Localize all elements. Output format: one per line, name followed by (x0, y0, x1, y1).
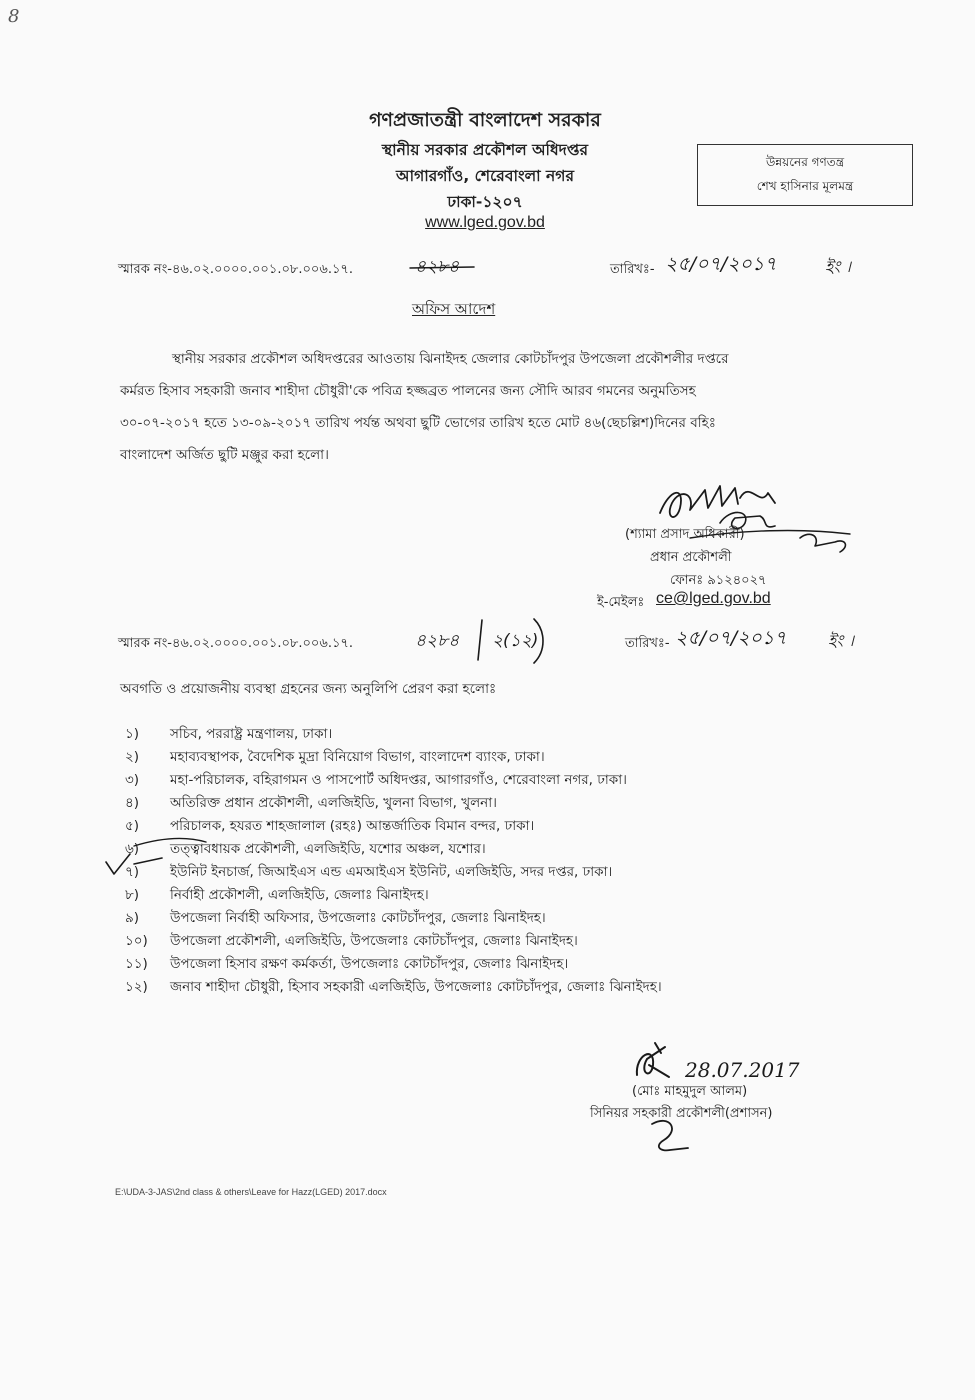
list-item-number: ১) (125, 726, 140, 742)
memo-reference: স্মারক নং-৪৬.০২.০০০০.০০১.০৮.০০৬.১৭. (118, 262, 353, 277)
list-item-text: উপজেলা হিসাব রক্ষণ কর্মকর্তা, উপজেলাঃ কোটচাঁদপুর, জেলাঃ ঝিনাইদহ। (170, 956, 569, 972)
memo-reference-handwritten: ৪২৮৪ (415, 257, 460, 277)
list-item-number: ৭) (125, 864, 140, 880)
list-item-number: ১১) (125, 956, 148, 972)
copy-memo-reference-handwritten-2: ২(১২) (492, 631, 539, 651)
list-item-text: জনাব শাহীদা চৌধুরী, হিসাব সহকারী এলজিইডি, উপজেলাঃ কোটচাঁদপুর, জেলাঃ ঝিনাইদহ। (170, 979, 662, 995)
signatory-1-designation: প্রধান প্রকৌশলী (650, 550, 732, 565)
copy-memo-date-label: তারিখঃ- (625, 636, 670, 651)
list-item-number: ৫) (125, 818, 140, 834)
motto-line-2: শেখ হাসিনার মূলমন্ত্র (756, 179, 854, 193)
memo-date-handwritten: ২৫/০৭/২০১৭ (665, 253, 777, 275)
list-item-text: মহা-পরিচালক, বহিরাগমন ও পাসপোর্ট অধিদপ্তর, আগারগাঁও, শেরেবাংলা নগর, ঢাকা। (170, 772, 627, 788)
signatory-1-phone: ফোনঃ ৯১২৪০২৭ (670, 573, 767, 588)
list-item-number: ৩) (125, 772, 140, 788)
corner-mark: 8 (8, 6, 20, 27)
check-mark (100, 850, 170, 880)
list-item-text: ইউনিট ইনচার্জ, জিআইএস এন্ড এমআইএস ইউনিট, এলজিইডি, সদর দপ্তর, ঢাকা। (170, 864, 613, 880)
motto-line-1: উন্নয়নের গণতন্ত্র (765, 155, 845, 169)
copy-memo-reference: স্মারক নং-৪৬.০২.০০০০.০০১.০৮.০০৬.১৭. (118, 636, 353, 651)
signatory-1-name: (শ্যামা প্রসাদ অধিকারী) (625, 527, 745, 542)
order-title: অফিস আদেশ (412, 300, 496, 318)
memo-date-label: তারিখঃ- (610, 262, 655, 277)
list-item-text: অতিরিক্ত প্রধান প্রকৌশলী, এলজিইডি, খুলনা বিভাগ, খুলনা। (170, 795, 497, 811)
bracket-mark (530, 616, 550, 666)
motto-box (697, 144, 913, 206)
office-city: ঢাকা-১২০৭ (447, 193, 523, 211)
copy-memo-reference-handwritten: ৪২৮৪ (415, 631, 460, 651)
initial-mark (640, 1112, 700, 1157)
footer-file-path: E:\UDA-3-JAS\2nd class & others\Leave for Hazz(LGED) 2017.docx (115, 1187, 387, 1197)
copy-memo-date-suffix: ইং । (828, 631, 855, 650)
website-link[interactable]: www.lged.gov.bd (425, 214, 545, 231)
order-body-line-2: কর্মরত হিসাব সহকারী জনাব শাহীদা চৌধুরী'কে পবিত্র হজ্জব্রত পালনের জন্য সৌদি আরব গমনের অনুমতিসহ (120, 383, 696, 399)
list-item-number: ৪) (125, 795, 140, 811)
signatory-1-email-label: ই-মেইলঃ (597, 595, 645, 610)
list-item-text: নির্বাহী প্রকৌশলী, এলজিইডি, জেলাঃ ঝিনাইদহ। (170, 887, 429, 903)
govt-title: গণপ্রজাতন্ত্রী বাংলাদেশ সরকার (369, 109, 601, 131)
copy-memo-date-handwritten: ২৫/০৭/২০১৭ (675, 627, 787, 649)
list-item-text: মহাব্যবস্থাপক, বৈদেশিক মুদ্রা বিনিয়োগ বিভাগ, বাংলাদেশ ব্যাংক, ঢাকা। (170, 749, 545, 765)
list-item-number: ৮) (125, 887, 140, 903)
list-item-number: ২) (125, 749, 140, 765)
list-item-number: ৬) (125, 841, 140, 857)
list-item-text: উপজেলা প্রকৌশলী, এলজিইডি, উপজেলাঃ কোটচাঁদপুর, জেলাঃ ঝিনাইদহ। (170, 933, 578, 949)
slash-mark (470, 618, 490, 662)
list-item-number: ১২) (125, 979, 148, 995)
list-item-text: উপজেলা নির্বাহী অফিসার, উপজেলাঃ কোটচাঁদপুর, জেলাঃ ঝিনাইদহ। (170, 910, 546, 926)
list-item-text: সচিব, পররাষ্ট্র মন্ত্রণালয়, ঢাকা। (170, 726, 333, 742)
strike-mark-item-6 (130, 832, 210, 852)
memo-date-suffix: ইং । (825, 257, 852, 276)
list-item-number: ৯) (125, 910, 140, 926)
list-item-text: পরিচালক, হযরত শাহজালাল (রহঃ) আন্তর্জাতিক বিমান বন্দর, ঢাকা। (170, 818, 535, 834)
order-body-line-1: স্থানীয় সরকার প্রকৌশল অধিদপ্তরের আওতায় ঝিনাইদহ জেলার কোটচাঁদপুর উপজেলা প্রকৌশলীর দপ্তরে (172, 351, 729, 367)
signature-date: 28.07.2017 (685, 1058, 800, 1082)
order-body-line-4: বাংলাদেশ অর্জিত ছুটি মঞ্জুর করা হলো। (120, 447, 329, 463)
signatory-2-name: (মোঃ মাহমুদুল আলম) (632, 1084, 748, 1099)
signatory-1-email[interactable]: ce@lged.gov.bd (656, 590, 771, 607)
copy-intro: অবগতি ও প্রয়োজনীয় ব্যবস্থা গ্রহনের জন্য অনুলিপি প্রেরণ করা হলোঃ (120, 681, 497, 697)
order-body-line-3: ৩০-০৭-২০১৭ হতে ১৩-০৯-২০১৭ তারিখ পর্যন্ত অথবা ছুটি ভোগের তারিখ হতে মোট ৪৬(ছেচল্লিশ)দিনের বহিঃ (120, 415, 716, 431)
office-name: স্থানীয় সরকার প্রকৌশল অধিদপ্তর (381, 141, 589, 159)
strike-mark (408, 262, 478, 274)
list-item-number: ১০) (125, 933, 148, 949)
office-address: আগারগাঁও, শেরেবাংলা নগর (396, 167, 574, 185)
signatory-2-designation: সিনিয়র সহকারী প্রকৌশলী(প্রশাসন) (590, 1106, 773, 1121)
list-item-text: তত্ত্বাবধায়ক প্রকৌশলী, এলজিইডি, যশোর অঞ্চল, যশোর। (170, 841, 486, 857)
